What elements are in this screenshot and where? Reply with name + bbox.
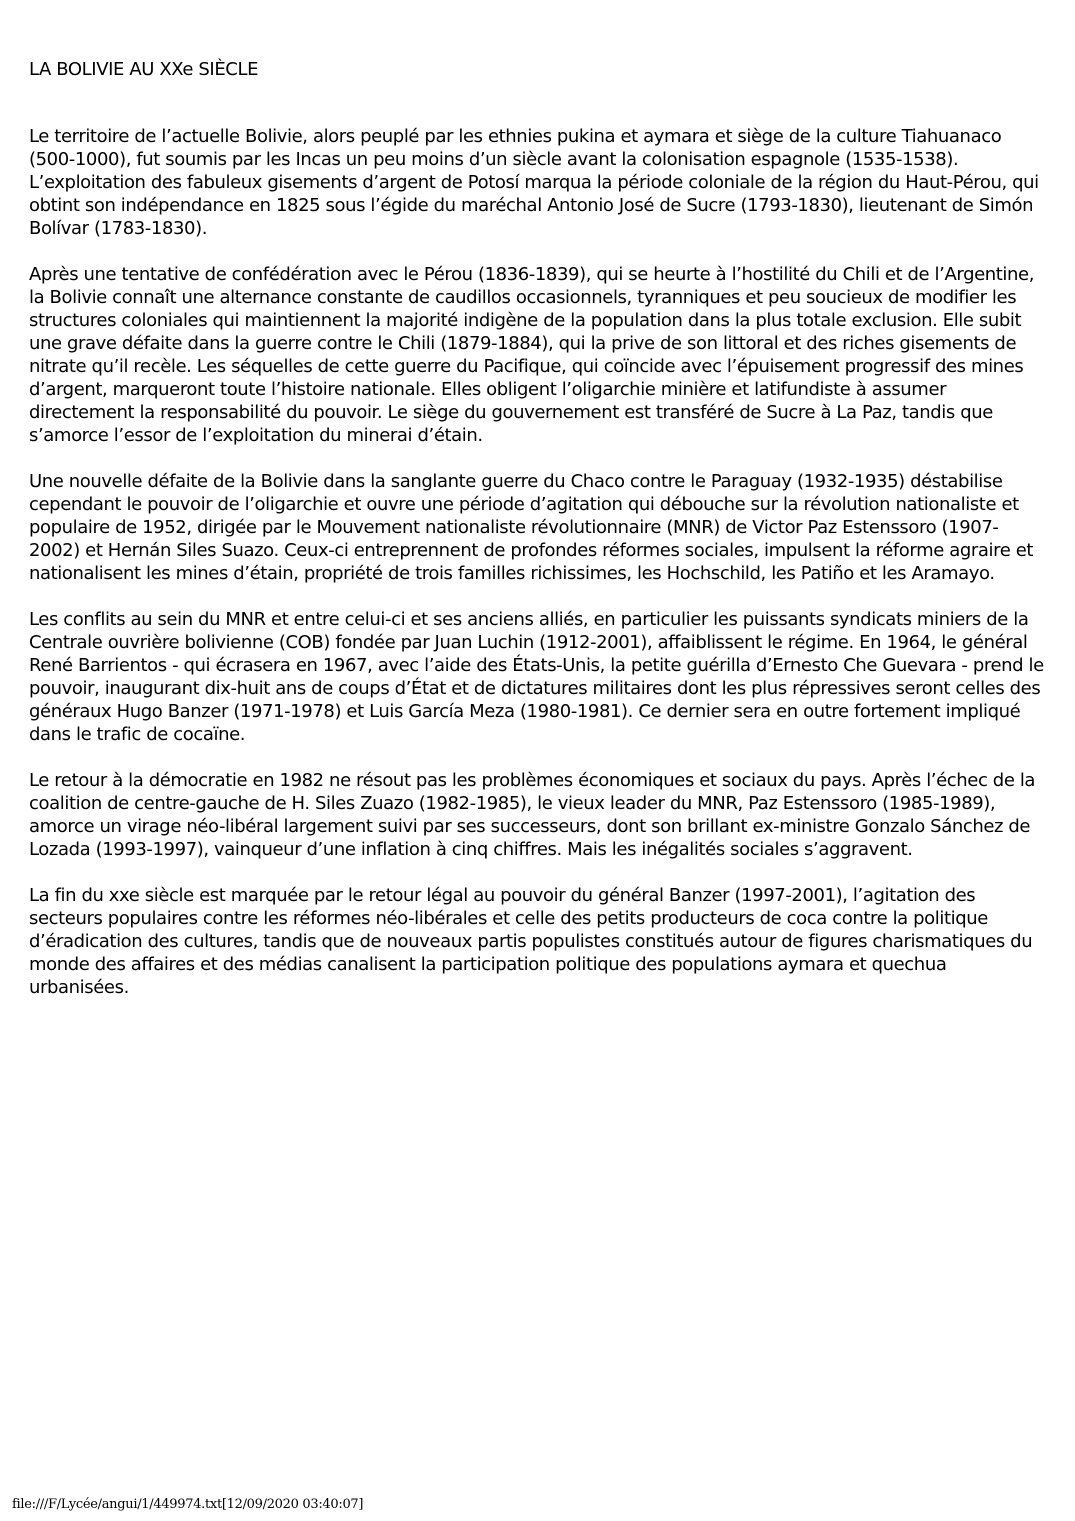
- page-title: LA BOLIVIE AU XXe SIÈCLE: [29, 59, 259, 80]
- paragraph: La fin du xxe siècle est marquée par le retour légal au pouvoir du général Banzer (1997-2001), l’agitation des secteurs populaires contre les réformes néo-libérales et celle des petits producteurs de coca contre la politique d’éradication des cultures, tandis que de nouveaux partis populistes constitués autour de figures charismatiques du monde des affaires et des médias canalisent la participation politique des populations aymara et quechua urbanisées.: [29, 885, 1033, 998]
- paragraph: Le territoire de l’actuelle Bolivie, alors peuplé par les ethnies pukina et aymara et siège de la culture Tiahuanaco (500-1000), fut soumis par les Incas un peu moins d’un siècle avant la colonisation espagnole (1535-1538). L’exploitation des fabuleux gisements d’argent de Potosí marqua la période coloniale de la région du Haut-Pérou, qui obtint son indépendance en 1825 sous l’égide du maréchal Antonio José de Sucre (1793-1830), lieutenant de Simón Bolívar (1783-1830).: [29, 126, 1039, 239]
- paragraph: Le retour à la démocratie en 1982 ne résout pas les problèmes économiques et sociaux du pays. Après l’échec de la coalition de centre-gauche de H. Siles Zuazo (1982-1985), le vieux leader du MNR, Paz Estenssoro (1985-1989), amorce un virage néo-libéral largement suivi par ses successeurs, dont son brillant ex-ministre Gonzalo Sánchez de Lozada (1993-1997), vainqueur d’une inflation à cinq chiffres. Mais les inégalités sociales s’aggravent.: [29, 770, 1036, 860]
- paragraph: Après une tentative de confédération avec le Pérou (1836-1839), qui se heurte à l’hostilité du Chili et de l’Argentine, la Bolivie connaît une alternance constante de caudillos occasionnels, tyranniques et peu soucieux de modifier les structures coloniales qui maintiennent la majorité indigène de la population dans la plus totale exclusion. Elle subit une grave défaite dans la guerre contre le Chili (1879-1884), qui la prive de son littoral et des riches gisements de nitrate qu’il recèle. Les séquelles de cette guerre du Pacifique, qui coïncide avec l’épuisement progressif des mines d’argent, marqueront toute l’histoire nationale. Elles obligent l’oligarchie minière et latifundiste à assumer directement la responsabilité du pouvoir. Le siège du gouvernement est transféré de Sucre à La Paz, tandis que s’amorce l’essor de l’exploitation du minerai d’étain.: [29, 264, 1035, 446]
- document-body: [29, 125, 1049, 999]
- paragraph: Les conflits au sein du MNR et entre celui-ci et ses anciens alliés, en particulier les puissants syndicats miniers de la Centrale ouvrière bolivienne (COB) fondée par Juan Luchin (1912-2001), affaiblissent le régime. En 1964, le général René Barrientos - qui écrasera en 1967, avec l’aide des États-Unis, la petite guérilla d’Ernesto Che Guevara - prend le pouvoir, inaugurant dix-huit ans de coups d’État et de dictatures militaires dont les plus répressives seront celles des généraux Hugo Banzer (1971-1978) et Luis García Meza (1980-1981). Ce dernier sera en outre fortement impliqué dans le trafic de cocaïne.: [29, 609, 1044, 745]
- document-page: [29, 58, 1049, 1022]
- paragraph: Une nouvelle défaite de la Bolivie dans la sanglante guerre du Chaco contre le Paraguay (1932-1935) déstabilise cependant le pouvoir de l’oligarchie et ouvre une période d’agitation qui débouche sur la révolution nationaliste et populaire de 1952, dirigée par le Mouvement nationaliste révolutionnaire (MNR) de Victor Paz Estenssoro (1907-2002) et Hernán Siles Suazo. Ceux-ci entreprennent de profondes réformes sociales, impulsent la réforme agraire et nationalisent les mines d’étain, propriété de trois familles richissimes, les Hochschild, les Patiño et les Aramayo.: [29, 471, 1034, 584]
- print-footer-path: file:///F/Lycée/angui/1/449974.txt[12/09/2020 03:40:07]: [12, 1497, 364, 1512]
